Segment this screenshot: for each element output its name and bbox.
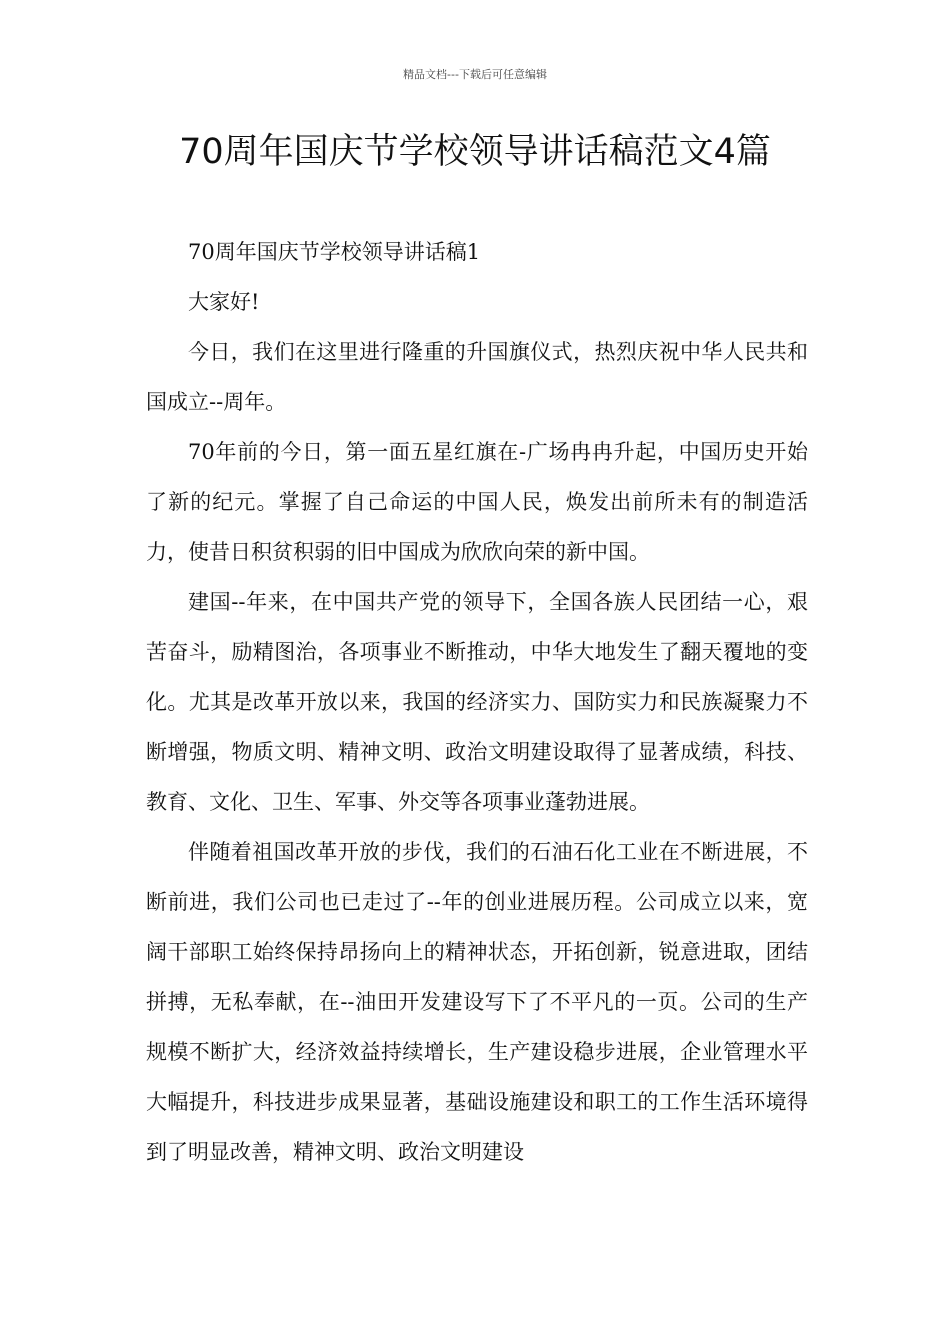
body-paragraph: 70年前的今日，第一面五星红旗在-广场冉冉升起，中国历史开始了新的纪元。掌握了自己命运的中国人民，焕发出前所未有的制造活力，使昔日积贫积弱的旧中国成为欣欣向荣的新中国。	[146, 440, 808, 564]
header-note: 精品文档---下载后可任意编辑	[403, 68, 547, 81]
document-title: 70周年国庆节学校领导讲话稿范文4篇	[179, 132, 771, 172]
section-heading: 70周年国庆节学校领导讲话稿1	[188, 240, 481, 264]
body-paragraph: 今日，我们在这里进行隆重的升国旗仪式，热烈庆祝中华人民共和国成立--周年。	[146, 340, 808, 414]
body-paragraph: 建国--年来，在中国共产党的领导下，全国各族人民团结一心，艰苦奋斗，励精图治，各项事业不断推动，中华大地发生了翻天覆地的变化。尤其是改革开放以来，我国的经济实力、国防实力和民族凝聚力不断增强，物质文明、精神文明、政治文明建设取得了显著成绩，科技、教育、文化、卫生、军事、外交等各项事业蓬勃进展。	[146, 590, 808, 814]
body-paragraph: 伴随着祖国改革开放的步伐，我们的石油石化工业在不断进展，不断前进，我们公司也已走过了--年的创业进展历程。公司成立以来，宽阔干部职工始终保持昂扬向上的精神状态，开拓创新，锐意进取，团结拼搏，无私奉献，在--油田开发建设写下了不平凡的一页。公司的生产规模不断扩大，经济效益持续增长，生产建设稳步进展，企业管理水平大幅提升，科技进步成果显著，基础设施建设和职工的工作生活环境得到了明显改善，精神文明、政治文明建设	[146, 840, 808, 1164]
document-body	[146, 227, 808, 1177]
greeting-paragraph: 大家好!	[188, 290, 260, 314]
